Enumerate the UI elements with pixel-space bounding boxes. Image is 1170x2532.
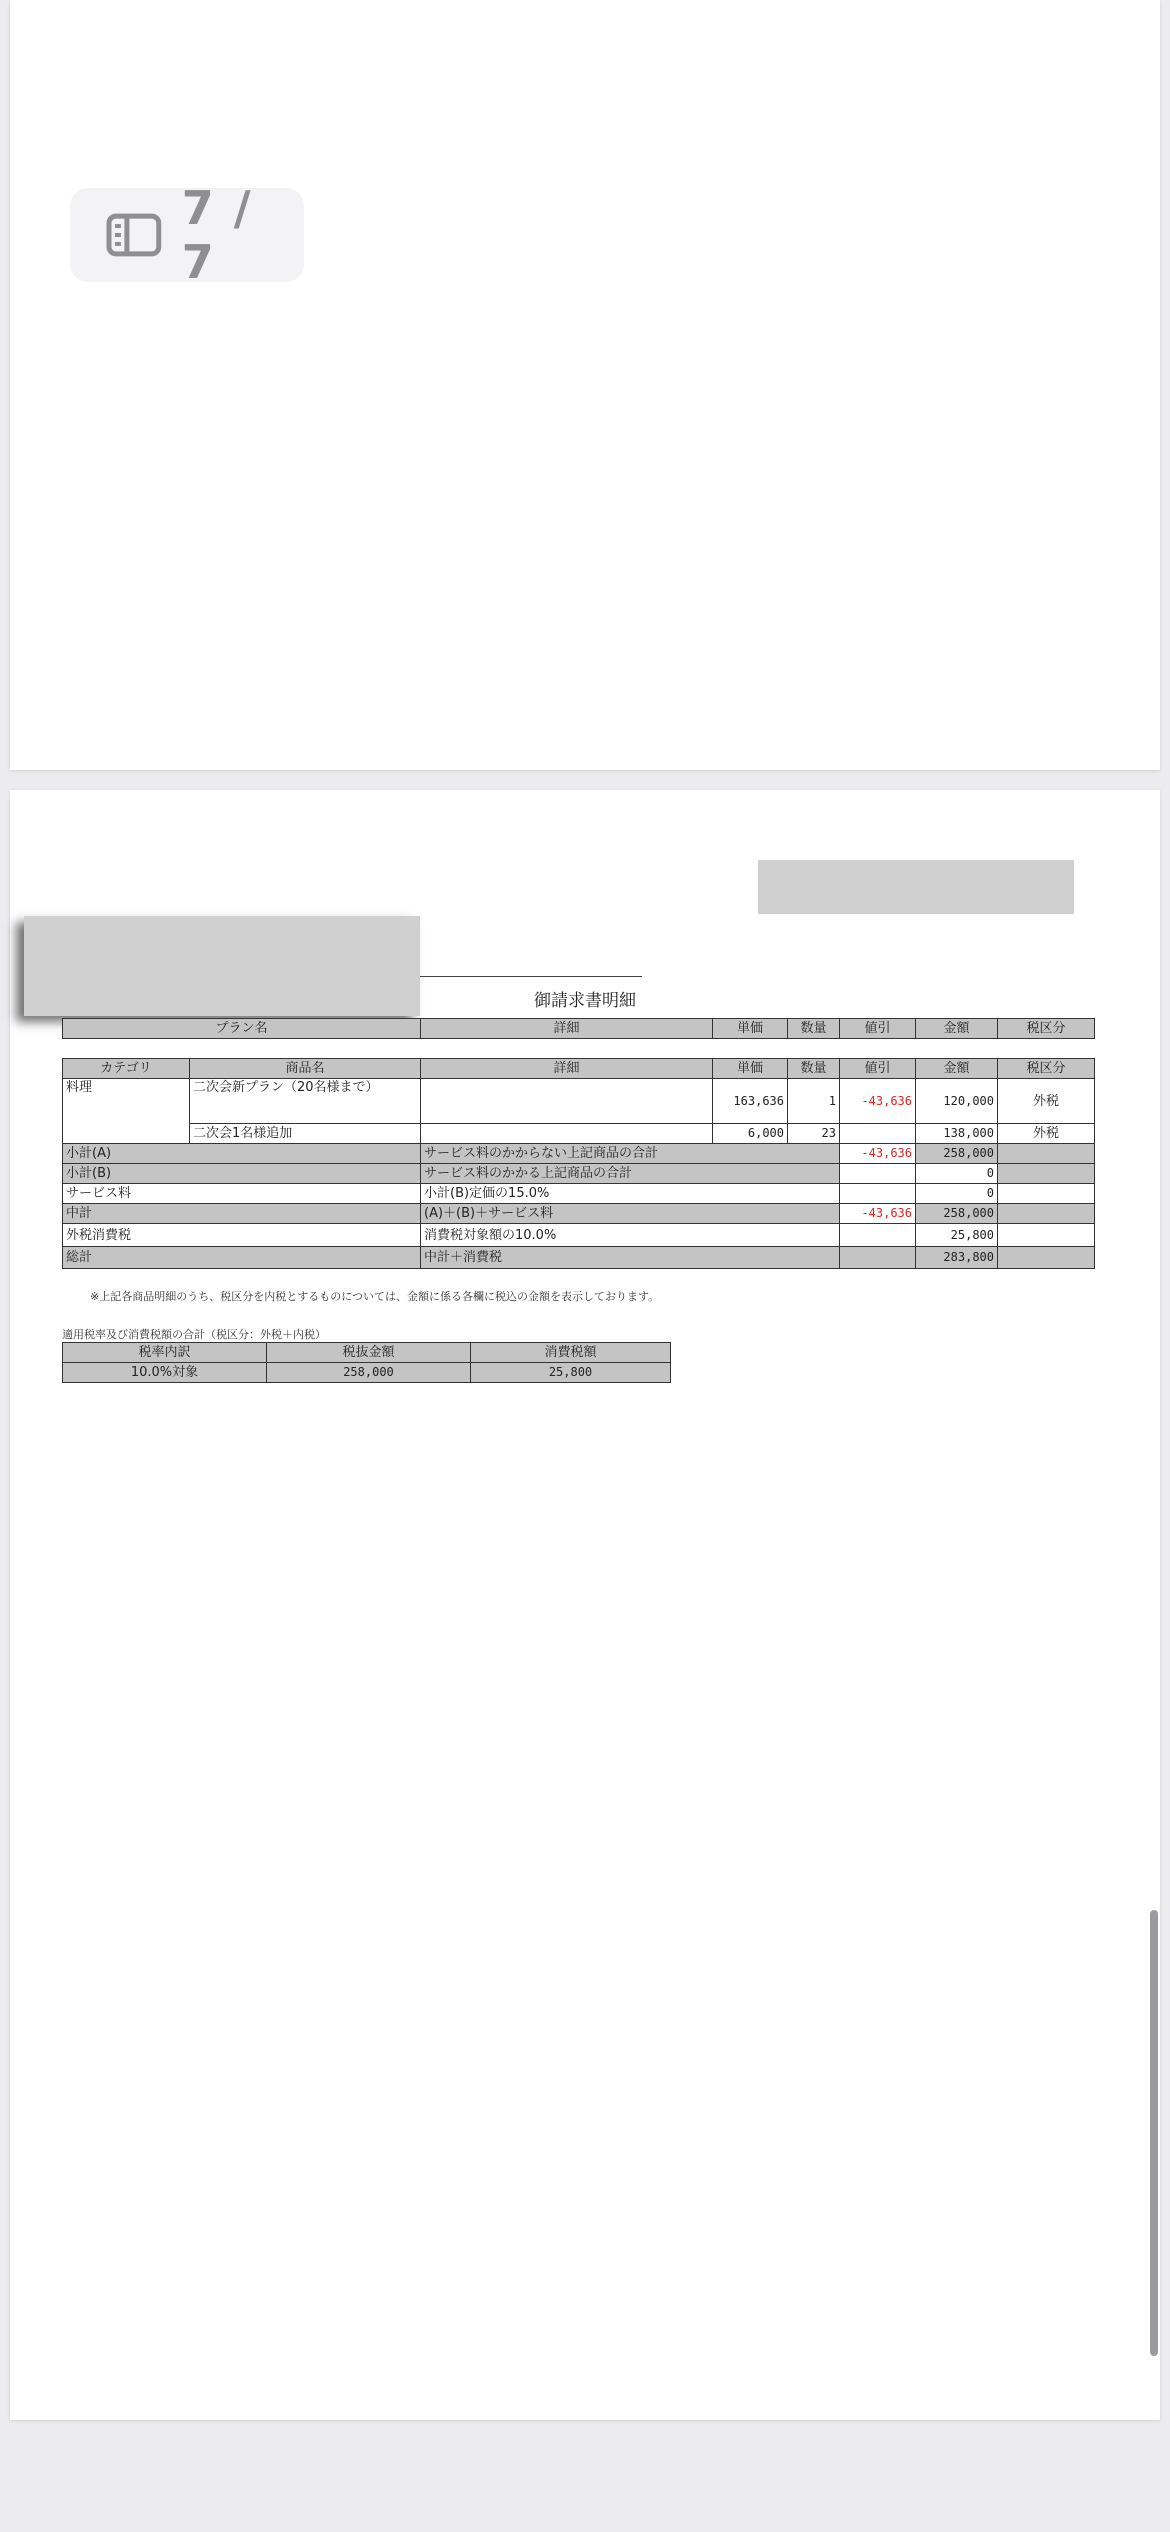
tax-rate-cell: 10.0%対象 [63,1363,267,1383]
column-header: 商品名 [190,1059,421,1079]
summary-tax [998,1247,1095,1269]
discount-cell [840,1124,916,1144]
summary-tax [998,1144,1095,1164]
pdf-page-previous [10,0,1160,770]
summary-discount: -43,636 [840,1144,916,1164]
amount-cell: 120,000 [916,1079,998,1124]
discount-cell: -43,636 [840,1079,916,1124]
product-name-cell: 二次会新プラン（20名様まで） [190,1079,421,1124]
summary-label: 総計 [63,1247,421,1269]
column-header: 値引 [840,1059,916,1079]
sidebar-icon [106,213,162,257]
column-header: 金額 [916,1059,998,1079]
summary-amount: 283,800 [916,1247,998,1269]
quantity-cell: 1 [788,1079,840,1124]
summary-tax [998,1164,1095,1184]
summary-amount: 258,000 [916,1144,998,1164]
summary-discount [840,1247,916,1269]
detail-cell [421,1124,713,1144]
summary-label: 小計(A) [63,1144,421,1164]
column-header: 詳細 [421,1019,713,1039]
page-indicator-label: 7 / 7 [181,181,253,289]
plan-header-table [62,1018,1095,1039]
summary-row [63,1144,1095,1164]
summary-detail: 消費税対象額の10.0% [421,1224,840,1247]
summary-row [63,1204,1095,1224]
pdf-page-current [10,790,1160,2420]
summary-discount: -43,636 [840,1204,916,1224]
summary-row [63,1224,1095,1247]
quantity-cell: 23 [788,1124,840,1144]
category-cell: 料理 [63,1079,190,1144]
summary-amount: 258,000 [916,1204,998,1224]
summary-tax [998,1224,1095,1247]
tax-base-cell: 258,000 [267,1363,471,1383]
summary-detail: (A)＋(B)＋サービス料 [421,1204,840,1224]
column-header: 単価 [713,1019,788,1039]
table-row [63,1124,1095,1144]
column-header: 詳細 [421,1059,713,1079]
tax-summary-caption: 適用税率及び消費税額の合計（税区分：外税＋内税） [62,1328,326,1341]
column-header: 税区分 [998,1019,1095,1039]
summary-amount: 25,800 [916,1224,998,1247]
column-header: 値引 [840,1019,916,1039]
product-name-cell: 二次会1名様追加 [190,1124,421,1144]
column-header: 税区分 [998,1059,1095,1079]
summary-row [63,1184,1095,1204]
unit-price-cell: 163,636 [713,1079,788,1124]
column-header: 税率内訳 [63,1343,267,1363]
column-header: 数量 [788,1059,840,1079]
summary-detail: 小計(B)定価の15.0% [421,1184,840,1204]
redacted-block [758,860,1074,914]
column-header: プラン名 [63,1019,421,1039]
page-indicator[interactable] [70,181,304,289]
tax-type-cell: 外税 [998,1124,1095,1144]
document-title: 御請求書明細 [534,991,636,1011]
column-header: 税抜金額 [267,1343,471,1363]
summary-detail: 中計＋消費税 [421,1247,840,1269]
summary-tax [998,1184,1095,1204]
summary-discount [840,1164,916,1184]
summary-row [63,1164,1095,1184]
tax-type-cell: 外税 [998,1079,1095,1124]
tax-summary-table [62,1342,671,1383]
summary-row [63,1247,1095,1269]
detail-cell [421,1079,713,1124]
column-header: 単価 [713,1059,788,1079]
summary-discount [840,1224,916,1247]
amount-cell: 138,000 [916,1124,998,1144]
vertical-scrollbar[interactable] [1150,1910,1158,2356]
summary-label: 外税消費税 [63,1224,421,1247]
table-row [63,1363,671,1383]
column-header: 金額 [916,1019,998,1039]
summary-tax [998,1204,1095,1224]
column-header: カテゴリ [63,1059,190,1079]
table-row [63,1079,1095,1124]
summary-label: サービス料 [63,1184,421,1204]
column-header: 数量 [788,1019,840,1039]
summary-detail: サービス料のかかる上記商品の合計 [421,1164,840,1184]
summary-label: 小計(B) [63,1164,421,1184]
unit-price-cell: 6,000 [713,1124,788,1144]
tax-amount-cell: 25,800 [471,1363,671,1383]
summary-amount: 0 [916,1184,998,1204]
column-header: 消費税額 [471,1343,671,1363]
summary-detail: サービス料のかからない上記商品の合計 [421,1144,840,1164]
summary-label: 中計 [63,1204,421,1224]
summary-discount [840,1184,916,1204]
summary-amount: 0 [916,1164,998,1184]
tax-note: ※上記各商品明細のうち、税区分を内税とするものについては、金額に係る各欄に税込の金額を表示しております。 [90,1290,660,1303]
invoice-detail-table [62,1058,1095,1269]
name-underline [420,976,642,977]
